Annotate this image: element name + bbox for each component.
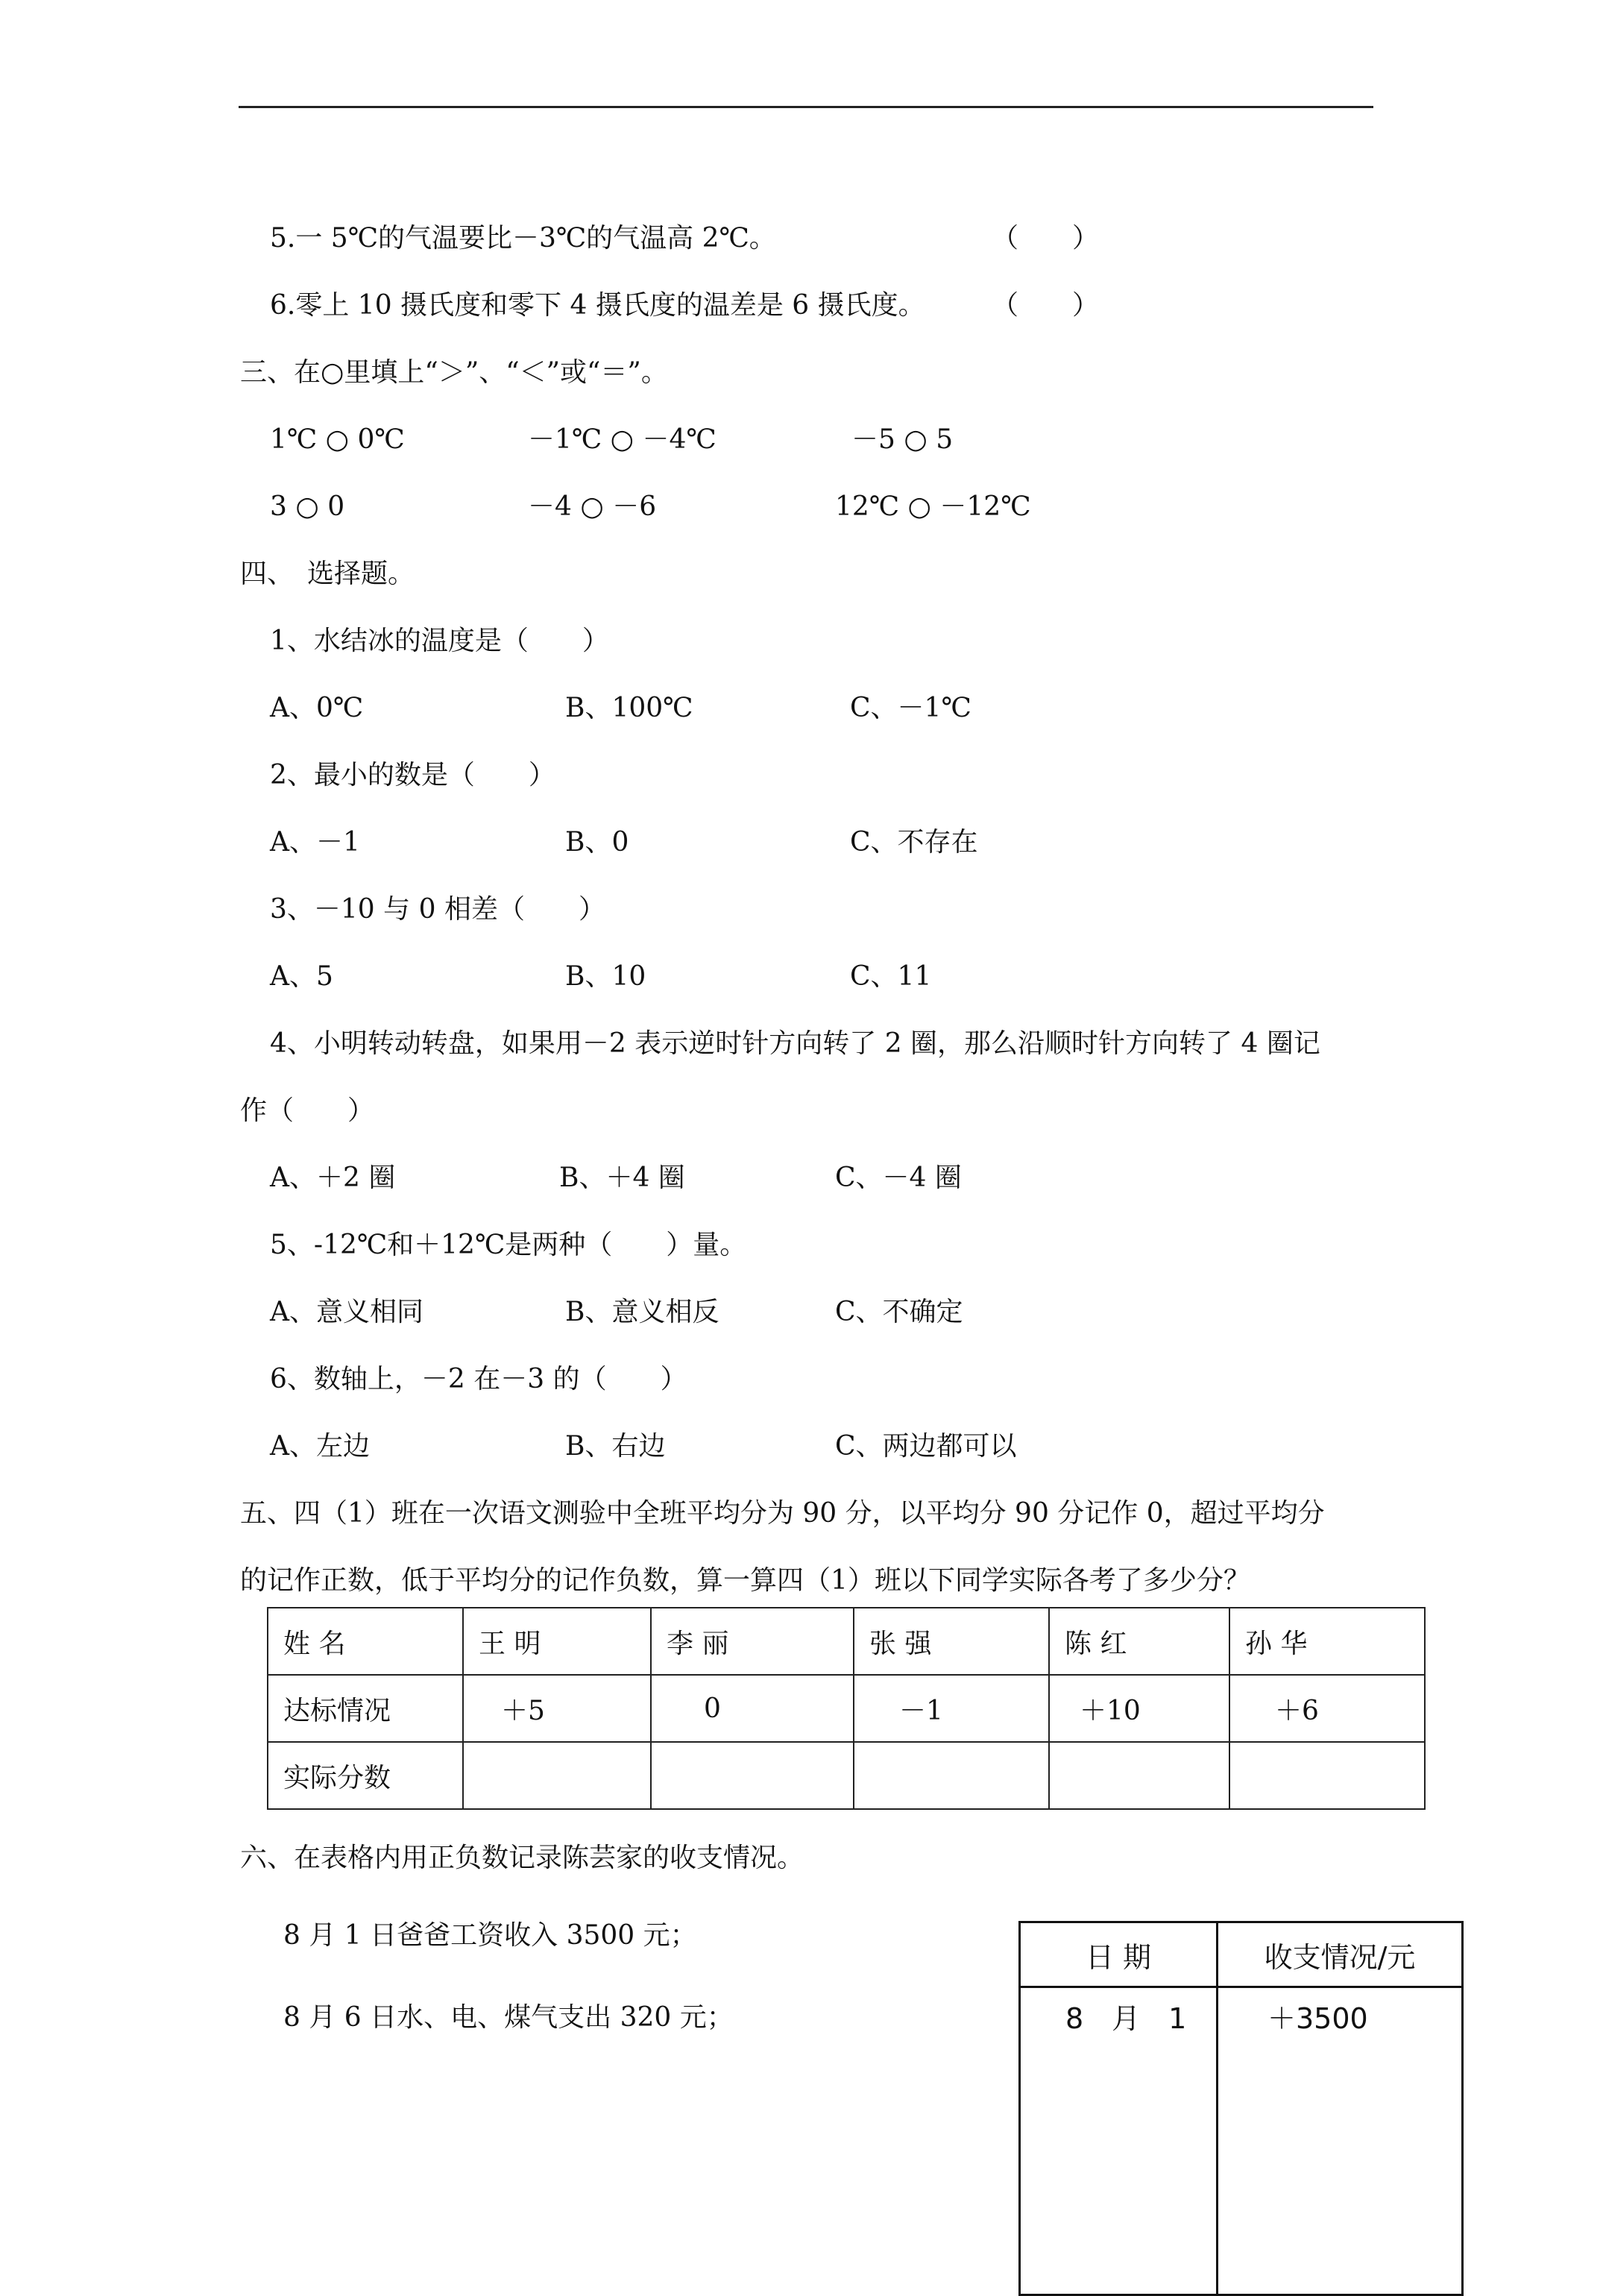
choice-question: 3、－10 与 0 相差（ ）: [270, 894, 605, 925]
choice-option-a[interactable]: A、左边: [270, 1431, 370, 1462]
choice-question-cont: 作（ ）: [240, 1095, 375, 1126]
section-4-heading: 四、 选择题。: [240, 559, 415, 589]
choice-option-c[interactable]: C、－1℃: [850, 693, 971, 723]
table-cell: 王 明: [463, 1608, 651, 1675]
choice-question: 1、水结冰的温度是（ ）: [270, 626, 609, 656]
choice-option-b[interactable]: B、意义相反: [565, 1297, 719, 1327]
table-cell: 达标情况: [268, 1675, 463, 1742]
ledger-item: 8 月 1 日爸爸工资收入 3500 元；: [283, 1920, 697, 1951]
table-cell: 姓 名: [268, 1608, 463, 1675]
compare-item[interactable]: 3 ○ 0: [270, 491, 345, 522]
table-row: [1020, 1922, 1463, 1987]
table-cell: 0: [651, 1675, 854, 1742]
judge-q5: 5.一 5℃的气温要比－3℃的气温高 2℃。: [270, 223, 776, 254]
table-cell: 实际分数: [268, 1742, 463, 1809]
choice-option-b[interactable]: B、10: [565, 961, 646, 992]
choice-option-b[interactable]: B、右边: [565, 1431, 666, 1462]
table-cell: 张 强: [854, 1608, 1049, 1675]
ledger-header-amount: 收支情况/元: [1218, 1922, 1463, 1987]
table-cell: 陈 红: [1049, 1608, 1229, 1675]
choice-option-a[interactable]: A、＋2 圈: [270, 1163, 396, 1193]
choice-option-c[interactable]: C、－4 圈: [835, 1163, 962, 1193]
ledger-date-cell[interactable]: 8 月 1: [1020, 1987, 1218, 2295]
score-table: [267, 1607, 1426, 1810]
table-cell: ＋5: [463, 1675, 651, 1742]
section-6-heading: 六、在表格内用正负数记录陈芸家的收支情况。: [240, 1843, 804, 1873]
judge-q6-blank[interactable]: （ ）: [992, 290, 1100, 321]
choice-option-c[interactable]: C、不确定: [835, 1297, 963, 1327]
section-5-line2: 的记作正数，低于平均分的记作负数，算一算四（1）班以下同学实际各考了多少分？: [240, 1565, 1250, 1596]
judge-q5-blank[interactable]: （ ）: [992, 223, 1100, 254]
answer-cell[interactable]: [651, 1742, 854, 1809]
table-row: [268, 1675, 1425, 1742]
section-5-line1: 五、四（1）班在一次语文测验中全班平均分为 90 分，以平均分 90 分记作 0，超过平均分: [240, 1498, 1325, 1529]
table-cell: 孙 华: [1229, 1608, 1425, 1675]
table-cell: －1: [854, 1675, 1049, 1742]
compare-item[interactable]: －5 ○ 5: [851, 424, 954, 455]
ledger-table: [1018, 1921, 1464, 2296]
table-cell: ＋10: [1049, 1675, 1229, 1742]
header-rule: [239, 106, 1373, 108]
choice-option-c[interactable]: C、不存在: [850, 827, 978, 858]
choice-option-a[interactable]: A、意义相同: [270, 1297, 423, 1327]
table-row: [268, 1608, 1425, 1675]
compare-item[interactable]: －4 ○ －6: [528, 491, 657, 522]
choice-question: 6、数轴上，－2 在－3 的（ ）: [270, 1364, 687, 1394]
compare-item[interactable]: 1℃ ○ 0℃: [270, 424, 405, 455]
answer-cell[interactable]: [463, 1742, 651, 1809]
section-3-heading: 三、在○里填上“＞”、“＜”或“＝”。: [240, 357, 668, 388]
choice-option-b[interactable]: B、0: [565, 827, 629, 858]
ledger-item: 8 月 6 日水、电、煤气支出 320 元；: [283, 2002, 734, 2033]
choice-option-a[interactable]: A、5: [270, 961, 333, 992]
choice-option-c[interactable]: C、11: [850, 961, 932, 992]
answer-cell[interactable]: [1049, 1742, 1229, 1809]
choice-option-c[interactable]: C、两边都可以: [835, 1431, 1017, 1462]
ledger-header-date: 日 期: [1020, 1922, 1218, 1987]
table-cell: 李 丽: [651, 1608, 854, 1675]
table-row: [268, 1742, 1425, 1809]
judge-q6: 6.零上 10 摄氏度和零下 4 摄氏度的温差是 6 摄氏度。: [270, 290, 925, 321]
choice-option-b[interactable]: B、100℃: [565, 693, 693, 723]
choice-question: 2、最小的数是（ ）: [270, 760, 555, 790]
compare-item[interactable]: －1℃ ○ －4℃: [528, 424, 717, 455]
choice-question: 5、-12℃和＋12℃是两种（ ）量。: [270, 1230, 747, 1260]
compare-item[interactable]: 12℃ ○ －12℃: [835, 491, 1031, 522]
choice-option-b[interactable]: B、＋4 圈: [559, 1163, 685, 1193]
choice-option-a[interactable]: A、0℃: [270, 693, 364, 723]
choice-option-a[interactable]: A、－1: [270, 827, 360, 858]
choice-question: 4、小明转动转盘，如果用－2 表示逆时针方向转了 2 圈，那么沿顺时针方向转了 4 圈记: [270, 1028, 1320, 1059]
answer-cell[interactable]: [854, 1742, 1049, 1809]
table-cell: ＋6: [1229, 1675, 1425, 1742]
ledger-amount-cell[interactable]: ＋3500: [1218, 1987, 1463, 2295]
answer-cell[interactable]: [1229, 1742, 1425, 1809]
table-row: [1020, 1987, 1463, 2295]
